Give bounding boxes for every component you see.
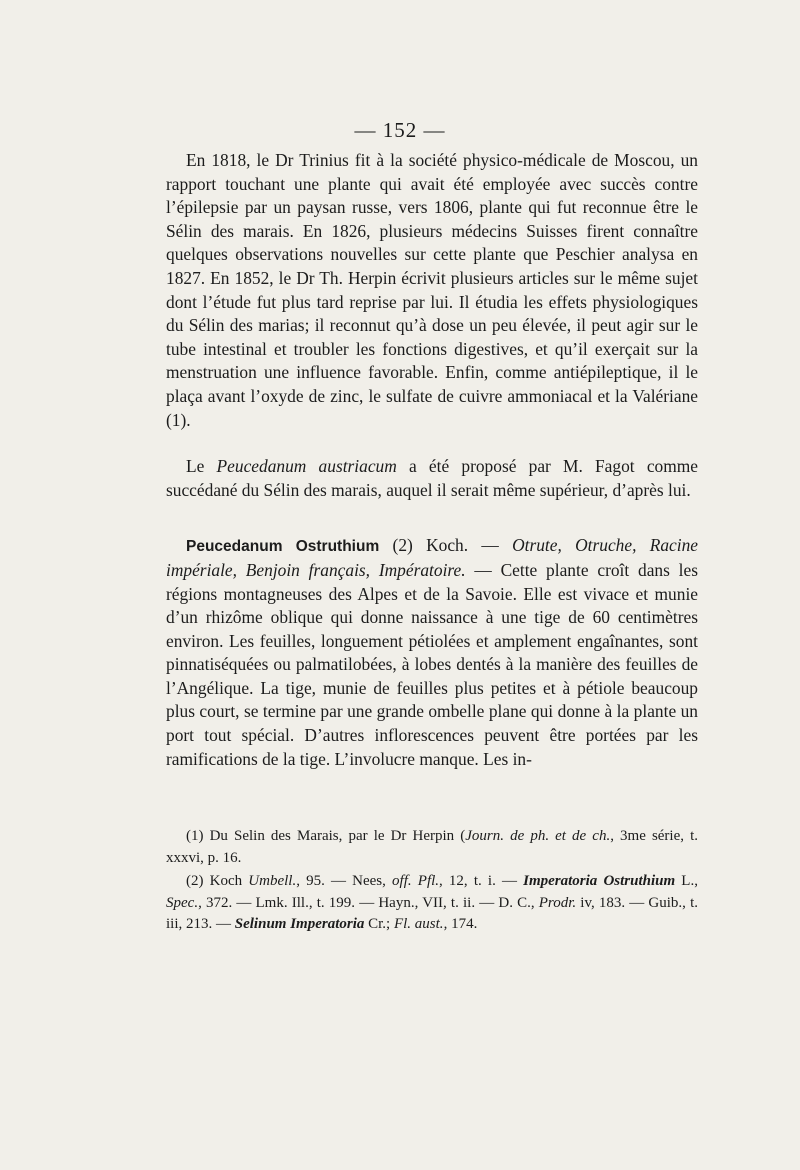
footnote-1 <box>166 826 698 869</box>
fn2-i4: Spec. <box>166 894 199 911</box>
paragraph-peucedanum-ostruthium <box>166 534 698 771</box>
fn2-g: Cr.; <box>364 916 394 932</box>
p3-after-heading: (2) Koch. — <box>379 535 513 556</box>
p2-rest: a été proposé par M. Fagot comme succédané du Sélin des marais, auquel il serait même supérieur, d’après lui. <box>166 456 699 500</box>
fn2-i5: Prodr. <box>538 894 577 911</box>
fn2-b: , 95. — Nees, <box>296 873 393 889</box>
species-heading: Peucedanum Ostruthium <box>186 538 380 556</box>
fn2-a: (2) Koch <box>186 873 249 889</box>
page-number: — 152 — <box>354 118 446 142</box>
fn1-journal: Journ. de ph. et de ch. <box>465 828 611 844</box>
p2-species-name: Peucedanum austriacum <box>216 456 397 477</box>
fn2-i2: off. Pfl. <box>392 873 440 889</box>
fn2-h: , 174. <box>443 916 478 932</box>
fn2-i7: Fl. aust. <box>393 916 444 932</box>
p3-description: — Cette plante croît dans les régions montagneuses des Alpes et de la Savoie. Elle est vivace et munie d’un rhizôme oblique qui donne naissance à une tige de 60 centimètres environ. Les feuilles, longuement pétiolées et amplement engaînantes, sont pinnatiséquées ou palmatilobées, à lobes dentés à la manière des feuilles de l’Angélique. La tige, munie de feuilles plus petites et à pétiole beaucoup plus court, se termine par une grande ombelle plane qui donne à la plante un port tout spécial. D’autres inflorescences peuvent être portées par les ramifications de la tige. L’involucre manque. Les in- <box>166 559 698 769</box>
paragraph-peucedanum-austriacum <box>166 455 698 502</box>
fn2-c: , 12, t. i. — <box>439 873 524 889</box>
fn1-b: , 3me série, t. xxxvi, p. 16. <box>166 828 699 866</box>
p2-prefix: Le <box>186 456 217 477</box>
fn2-f: iv, 183. — Guib., t. iii, 213. — <box>166 894 698 932</box>
fn2-i3: Imperatoria Ostruthium <box>523 873 676 889</box>
paragraph-trinius-history: En 1818, le Dr Trinius fit à la société physico-médicale de Moscou, un rapport touchant une plante qui avait été employée avec succès contre l’épilepsie par un paysan russe, vers 1806, plante qui fut reconnue être le Sélin des marais. En 1826, plusieurs médecins Suisses firent connaître quelques observations nouvelles sur cette plante que Peschier analysa en 1827. En 1852, le Dr Th. Herpin écrivit plusieurs articles sur le même sujet dont l’étude fut plus tard reprise par lui. Il étudia les effets physiologiques du Sélin des marias; il reconnut qu’à dose un peu élevée, il peut agir sur le tube intestinal et troubler les fonctions digestives, et qu’il exerçait sur la menstruation une influence favorable. Enfin, comme antiépileptique, il le plaça avant l’oxyde de zinc, le sulfate de cuivre ammoniacal et la Valériane (1). <box>166 150 698 430</box>
fn1-a: (1) Du Selin des Marais, par le Dr Herpin ( <box>186 828 466 844</box>
footnote-2 <box>166 871 698 936</box>
fn2-i6: Selinum Imperatoria <box>234 916 365 932</box>
p3-common-names: Otrute, Otruche, Racine impériale, Benjoin français, Impératoire. <box>166 535 698 580</box>
fn2-i1: Umbell. <box>248 873 297 889</box>
body-text <box>166 149 698 771</box>
fn2-d: L., <box>675 873 698 889</box>
footnotes <box>166 826 698 936</box>
fn2-e: , 372. — Lmk. Ill., t. 199. — Hayn., VII, t. ii. — D. C., <box>198 894 539 911</box>
